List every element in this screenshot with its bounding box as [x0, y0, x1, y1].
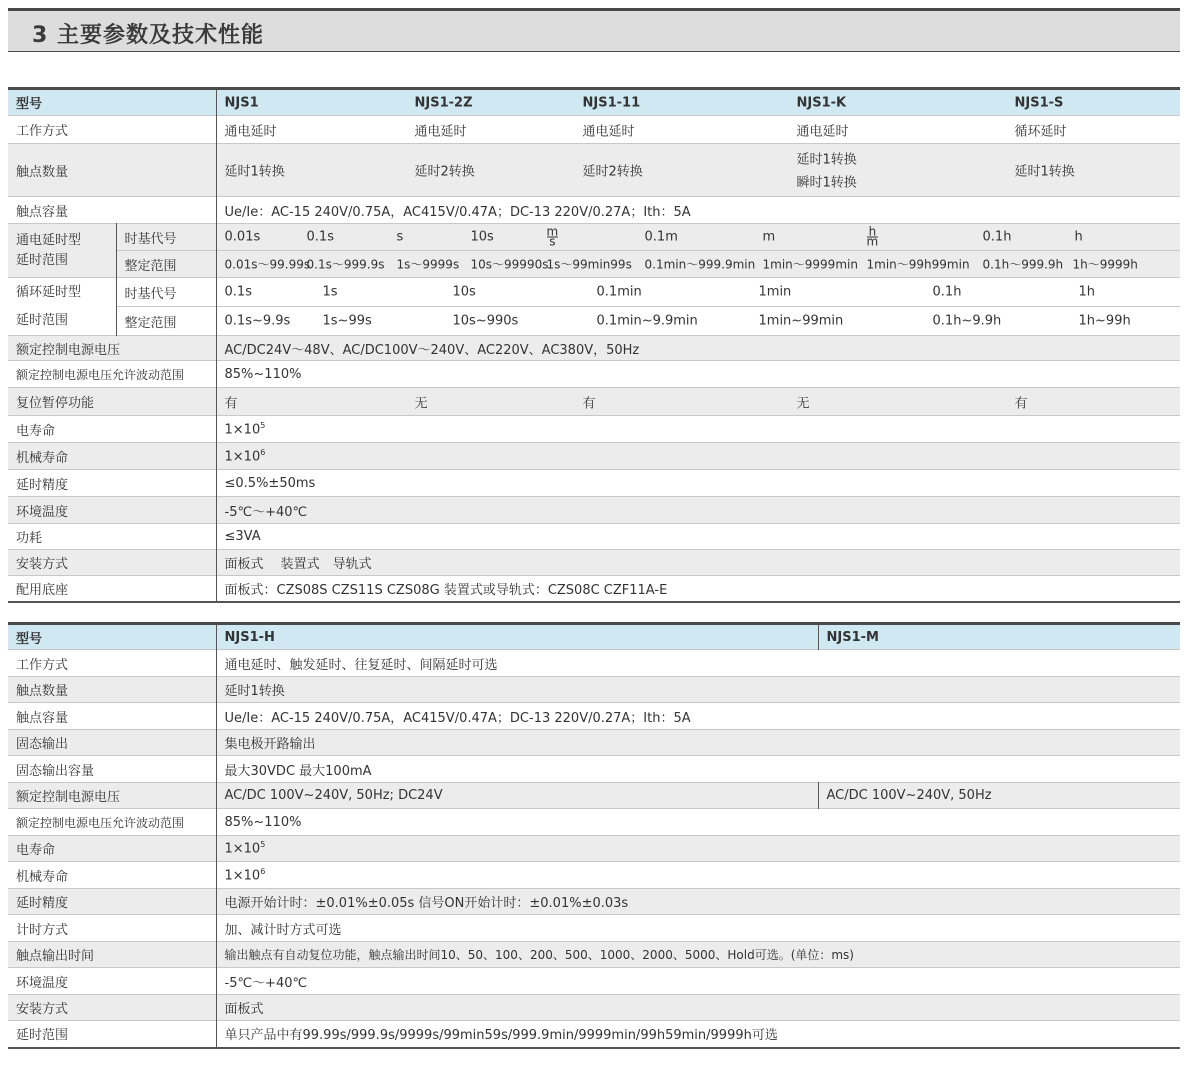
cell-value: 延时1转换 — [224, 164, 285, 180]
table-row — [8, 576, 1180, 602]
row-label: 触点容量 — [8, 197, 216, 224]
cell-value: 0.01s～99.99s — [224, 257, 311, 272]
cell-value: 延时2转换 — [414, 164, 475, 180]
cell-value: 通电延时 — [224, 124, 277, 139]
model-name: NJS1-K — [796, 95, 847, 110]
spec-table-njs1 — [8, 87, 1180, 603]
section-header — [8, 8, 1180, 52]
cell-value: 1min～9999min — [762, 257, 858, 272]
cell-value: 0.1s — [306, 229, 334, 245]
cell-value: 85%~110% — [224, 366, 302, 382]
cell-value: 延时1转换 — [216, 677, 1180, 703]
row-label — [8, 224, 116, 278]
table-row — [8, 942, 1180, 968]
table-row — [8, 388, 1180, 416]
cell-value: 0.1h~9.9h — [932, 313, 1002, 329]
row-label: 固态输出容量 — [8, 756, 216, 783]
table-row — [8, 497, 1180, 524]
model-name: NJS1-M — [818, 624, 1180, 650]
cell-value: 面板式 — [216, 995, 1180, 1021]
table-header-row — [8, 624, 1180, 650]
table-row — [8, 915, 1180, 942]
table-row — [8, 361, 1180, 388]
table-row — [8, 756, 1180, 783]
cell-value: 1s~99s — [322, 313, 372, 329]
cell-value: 集电极开路输出 — [216, 730, 1180, 756]
row-label: 延时精度 — [8, 889, 216, 915]
table-row — [8, 650, 1180, 677]
model-name: NJS1-S — [1014, 95, 1064, 110]
row-label: 额定控制电源电压 — [8, 783, 216, 809]
table-row — [8, 703, 1180, 730]
row-label — [8, 278, 116, 336]
row-label: 触点数量 — [8, 677, 216, 703]
cell-value: m — [762, 229, 776, 245]
cell-value: 10s — [452, 284, 476, 300]
row-label: 电寿命 — [8, 836, 216, 862]
model-name: NJS1 — [224, 95, 259, 110]
table-row — [8, 116, 1180, 144]
cell-value: 通电延时、触发延时、往复延时、间隔延时可选 — [224, 657, 498, 673]
cell-value: 10s — [470, 229, 494, 245]
row-label: 额定控制电源电压允许波动范围 — [8, 361, 216, 388]
spec-table-njs1-h-m — [8, 622, 1180, 1049]
row-label: 触点容量 — [8, 703, 216, 730]
row-label: 功耗 — [8, 524, 216, 550]
fraction-value: $\frac{m}{s}$ — [546, 224, 559, 249]
cell-value: 1h~99h — [1078, 313, 1131, 329]
cell-value: 通电延时 — [414, 124, 467, 139]
row-label: 工作方式 — [8, 650, 216, 677]
cell-value: AC/DC 100V~240V, 50Hz — [818, 783, 1180, 809]
table-row — [8, 144, 1180, 197]
table-row — [8, 968, 1180, 995]
model-name: NJS1-H — [216, 624, 818, 650]
cell-value: 1min～99h99min — [866, 257, 970, 272]
cell-value: 0.01s — [224, 229, 261, 245]
cell-value: 1min — [758, 284, 792, 300]
cell-value: h — [1074, 229, 1083, 245]
row-label-line: 循环延时型 — [16, 284, 82, 300]
table-row — [8, 470, 1180, 497]
section-title: 3 主要参数及技术性能 — [32, 23, 264, 48]
sub-label: 时基代号 — [116, 224, 216, 251]
cell-value: 通电延时 — [582, 124, 635, 139]
cell-value: 1s～9999s — [396, 257, 460, 272]
cell-value: 1h～9999h — [1072, 257, 1138, 272]
row-label: 触点输出时间 — [8, 942, 216, 968]
cell-value: 0.1min — [596, 284, 642, 300]
table-row — [8, 278, 1180, 307]
cell-value: $1\times 10^5$ — [224, 420, 266, 438]
cell-value: 1h — [1078, 284, 1096, 300]
cell-value: 0.1min～999.9min — [644, 257, 756, 272]
row-label: 环境温度 — [8, 497, 216, 524]
cell-value: 0.1h — [932, 284, 962, 300]
cell-value: 有 — [1014, 396, 1028, 411]
cell-value: 无 — [414, 396, 428, 411]
row-label-line: 通电延时型 — [16, 232, 82, 248]
cell-value: 10s~990s — [452, 313, 519, 329]
cell-value: $1\times 10^6$ — [216, 443, 1180, 470]
sub-label: 时基代号 — [116, 278, 216, 307]
cell-value: AC/DC 100V~240V, 50Hz; DC24V — [216, 783, 818, 809]
cell-value: 1min~99min — [758, 313, 844, 329]
table-header-row — [8, 89, 1180, 116]
table-row — [8, 550, 1180, 576]
cell-value: Ue/Ie：AC-15 240V/0.75A，AC415V/0.47A；DC-13 220V/0.27A；Ith：5A — [224, 710, 691, 726]
cell-value: s — [396, 229, 404, 245]
cell-value: 无 — [796, 396, 810, 411]
row-label: 安装方式 — [8, 995, 216, 1021]
sub-label: 整定范围 — [116, 251, 216, 278]
cell-value: $1\times 10^6$ — [224, 866, 266, 884]
fraction-value: $\frac{h}{m}$ — [866, 224, 879, 249]
cell-value: 单只产品中有99.99s/999.9s/9999s/99min59s/999.9min/9999min/99h59min/9999h可选 — [224, 1028, 778, 1044]
row-label: 计时方式 — [8, 915, 216, 942]
table-row — [8, 783, 1180, 809]
table-row — [8, 995, 1180, 1021]
table-row — [8, 677, 1180, 703]
model-name: NJS1-2Z — [414, 95, 473, 110]
cell-value: 面板式 装置式 导轨式 — [216, 550, 1180, 576]
cell-value: 延时2转换 — [582, 164, 643, 180]
table-row — [8, 197, 1180, 224]
cell-value: 循环延时 — [1014, 124, 1067, 139]
cell-value: 1s — [322, 284, 338, 300]
cell-value: 有 — [582, 396, 596, 411]
table-row — [8, 524, 1180, 550]
cell-value: 延时1转换 — [1014, 164, 1075, 180]
row-label: 额定控制电源电压允许波动范围 — [8, 809, 216, 836]
cell-value: 面板式：CZS08S CZS11S CZS08G 装置式或导轨式：CZS08C CZF11A-E — [224, 582, 668, 598]
table-row — [8, 224, 1180, 251]
sub-label: 整定范围 — [116, 307, 216, 336]
cell-value: 0.1s — [224, 284, 252, 300]
table-row — [8, 307, 1180, 336]
cell-value: -5℃～+40℃ — [216, 497, 1180, 524]
row-label: 复位暂停功能 — [8, 388, 216, 416]
cell-value: 瞬时1转换 — [796, 175, 857, 191]
cell-value: 85%~110% — [224, 814, 302, 830]
cell-value: 1s～99min99s — [546, 257, 632, 272]
table-row — [8, 1021, 1180, 1048]
cell-value: 0.1m — [644, 229, 678, 245]
row-label: 机械寿命 — [8, 443, 216, 470]
cell-value: Ue/Ie：AC-15 240V/0.75A，AC415V/0.47A；DC-13 220V/0.27A；Ith：5A — [224, 204, 691, 220]
table-row — [8, 809, 1180, 836]
row-label: 延时精度 — [8, 470, 216, 497]
row-label-line: 延时范围 — [16, 252, 69, 268]
row-label: 触点数量 — [8, 144, 216, 197]
cell-value: 0.1h — [982, 229, 1012, 245]
cell-value: 输出触点有自动复位功能，触点输出时间10、50、100、200、500、1000、2000、5000、Hold可选。(单位：ms) — [216, 942, 1180, 968]
table-row — [8, 730, 1180, 756]
model-label: 型号 — [8, 624, 216, 650]
table-row — [8, 336, 1180, 361]
cell-value: 通电延时 — [796, 124, 849, 139]
cell-value: AC/DC24V～48V、AC/DC100V～240V、AC220V、AC380V，50Hz — [216, 336, 1180, 361]
cell-value: 10s～99990s — [470, 257, 549, 272]
table-row — [8, 443, 1180, 470]
cell-value: 0.1s～999.9s — [306, 257, 385, 272]
row-label: 延时范围 — [8, 1021, 216, 1048]
cell-value: 加、减计时方式可选 — [224, 922, 342, 938]
table-row — [8, 836, 1180, 862]
table-row — [8, 862, 1180, 889]
cell-value: -5℃～+40℃ — [224, 975, 308, 991]
row-label: 固态输出 — [8, 730, 216, 756]
cell-value: 有 — [224, 396, 238, 411]
cell-value: $1\times 10^5$ — [216, 836, 1180, 862]
model-name: NJS1-11 — [582, 95, 641, 110]
row-label: 机械寿命 — [8, 862, 216, 889]
row-label: 环境温度 — [8, 968, 216, 995]
table-row — [8, 889, 1180, 915]
row-label-line: 延时范围 — [16, 312, 69, 328]
cell-value: 0.1s~9.9s — [224, 313, 291, 329]
row-label: 额定控制电源电压 — [8, 336, 216, 361]
row-label: 安装方式 — [8, 550, 216, 576]
cell-value: ≤0.5%±50ms — [224, 475, 316, 491]
cell-value: 延时1转换 — [796, 152, 857, 168]
cell-value: 最大30VDC 最大100mA — [224, 763, 372, 779]
cell-value: 0.1h～999.9h — [982, 257, 1064, 272]
cell-value: 0.1min~9.9min — [596, 313, 698, 329]
table-row — [8, 251, 1180, 278]
row-label: 电寿命 — [8, 416, 216, 443]
row-label: 工作方式 — [8, 116, 216, 144]
row-label: 配用底座 — [8, 576, 216, 602]
cell-value: ≤3VA — [224, 529, 261, 544]
cell-value: 电源开始计时：±0.01%±0.05s 信号ON开始计时：±0.01%±0.03s — [216, 889, 1180, 915]
table-row — [8, 416, 1180, 443]
model-label: 型号 — [8, 89, 216, 116]
